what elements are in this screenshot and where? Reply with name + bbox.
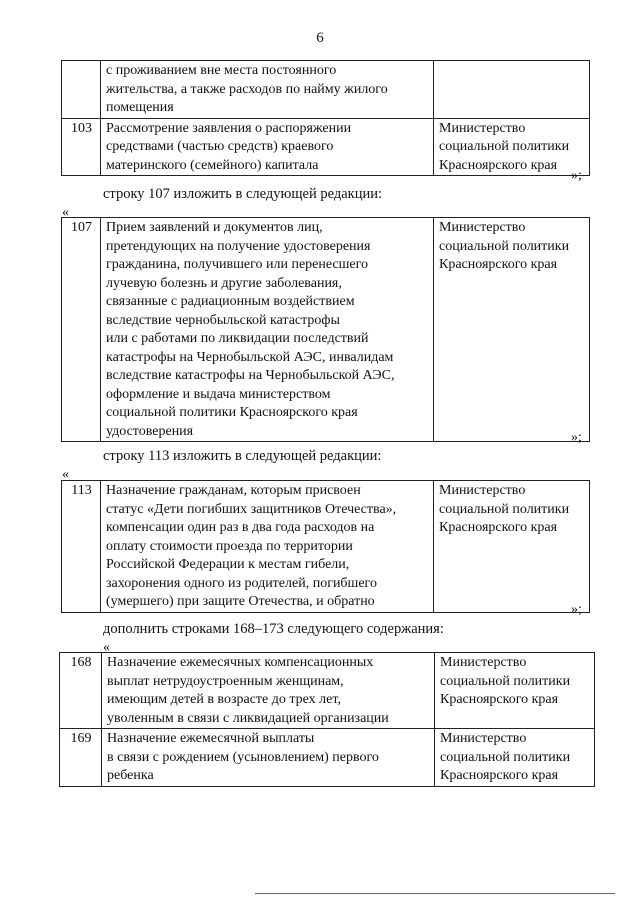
- text-line: жительства, а также расходов по найму жилого: [106, 81, 388, 97]
- row-description: [102, 653, 435, 729]
- text-line: претендующих на получение удостоверения: [106, 238, 371, 254]
- row-description: [101, 218, 434, 442]
- table-row: [60, 653, 595, 729]
- text-line: Министерство: [439, 483, 526, 498]
- row-number: 169: [60, 729, 102, 787]
- text-line: связанные с радиационным воздействием: [106, 294, 355, 309]
- row-number: 103: [62, 118, 101, 176]
- table-row: [62, 481, 590, 613]
- closing-quote: »;: [571, 602, 582, 617]
- text-line: гражданина, получившего или перенесшего: [106, 257, 369, 272]
- table-row: [60, 729, 595, 787]
- text-line: с проживанием вне места постоянного: [106, 63, 337, 78]
- row-ministry: [435, 729, 595, 787]
- row-ministry: [434, 118, 590, 176]
- text-line: Российской Федерации к местам гибели,: [106, 557, 350, 572]
- text-line: Рассмотрение заявления о распоряжении: [106, 120, 352, 136]
- row-ministry: [434, 218, 590, 442]
- text-line: Красноярского края: [440, 692, 559, 707]
- closing-quote: »;: [571, 430, 582, 445]
- row-ministry: [435, 653, 595, 729]
- text-line: Красноярского края: [440, 768, 559, 783]
- text-line: Министерство: [440, 655, 527, 670]
- text-line: социальной политики: [440, 749, 571, 765]
- text-line: социальной политики Красноярского края: [106, 405, 358, 420]
- text-line: Назначение ежемесячных компенсационных: [107, 655, 374, 670]
- text-line: Министерство: [439, 220, 526, 235]
- text-line: социальной политики: [440, 673, 571, 689]
- text-line: вследствие чернобыльской катастрофы: [106, 312, 340, 328]
- row-number: [62, 61, 101, 119]
- row-description: [101, 118, 434, 176]
- table-continuation: [61, 60, 590, 176]
- text-line: компенсации один раз в два года расходов на: [106, 520, 375, 535]
- instruction-row-113: строку 113 изложить в следующей редакции:: [103, 448, 382, 464]
- opening-quote: «: [62, 205, 69, 220]
- text-line: статус «Дети погибших защитников Отечества»,: [106, 501, 397, 517]
- text-line: ребенка: [107, 768, 154, 783]
- text-line: удостоверения: [106, 423, 194, 439]
- opening-quote: «: [103, 640, 110, 655]
- text-line: уволенным в связи с ликвидацией организации: [107, 710, 389, 726]
- row-number: 113: [62, 481, 101, 613]
- text-line: средствами (частью средств) краевого: [106, 139, 334, 154]
- table-row-107: [61, 217, 590, 442]
- text-line: Назначение ежемесячной выплаты: [107, 731, 315, 746]
- text-line: (умершего) при защите Отечества, и обратно: [106, 594, 375, 609]
- text-line: катастрофы на Чернобыльской АЭС, инвалидам: [106, 349, 394, 365]
- text-line: вследствие катастрофы на Чернобыльской АЭС,: [106, 368, 395, 383]
- text-line: Красноярского края: [439, 257, 558, 272]
- row-description: [101, 481, 434, 613]
- instruction-row-107: строку 107 изложить в следующей редакции:: [103, 186, 382, 202]
- table-row: [62, 118, 590, 176]
- page-number: 6: [316, 30, 324, 46]
- text-line: Назначение гражданам, которым присвоен: [106, 483, 361, 498]
- text-line: материнского (семейного) капитала: [106, 157, 319, 173]
- closing-quote: »;: [571, 168, 582, 183]
- table-row: [62, 218, 590, 442]
- row-description: [101, 61, 434, 119]
- table-rows-168-169: [59, 652, 595, 787]
- text-line: в связи с рождением (усыновлением) первого: [107, 749, 379, 765]
- text-line: имеющим детей в возрасте до трех лет,: [107, 692, 341, 707]
- text-line: или с работами по ликвидации последствий: [106, 331, 369, 346]
- table-row: [62, 61, 590, 119]
- row-ministry: [434, 481, 590, 613]
- text-line: оплату стоимости проезда по территории: [106, 538, 353, 554]
- text-line: помещения: [106, 100, 174, 115]
- row-description: [102, 729, 435, 787]
- text-line: Министерство: [439, 120, 526, 136]
- text-line: социальной политики: [439, 139, 570, 154]
- table-row-113: [61, 480, 590, 613]
- row-number: 107: [62, 218, 101, 442]
- opening-quote: «: [62, 467, 69, 482]
- text-line: выплат нетрудоустроенным женщинам,: [107, 673, 344, 689]
- text-line: социальной политики: [439, 501, 570, 517]
- row-number: 168: [60, 653, 102, 729]
- row-ministry: [434, 61, 590, 119]
- text-line: оформление и выдача министерством: [106, 386, 331, 402]
- instruction-rows-168-173: дополнить строками 168–173 следующего содержания:: [103, 621, 444, 637]
- text-line: Красноярского края: [439, 157, 558, 173]
- text-line: Красноярского края: [439, 520, 558, 535]
- text-line: Прием заявлений и документов лиц,: [106, 220, 323, 235]
- bottom-divider: [255, 893, 615, 894]
- text-line: Министерство: [440, 731, 527, 746]
- text-line: социальной политики: [439, 238, 570, 254]
- text-line: лучевую болезнь и другие заболевания,: [106, 275, 342, 291]
- text-line: захоронения одного из родителей, погибшего: [106, 575, 377, 591]
